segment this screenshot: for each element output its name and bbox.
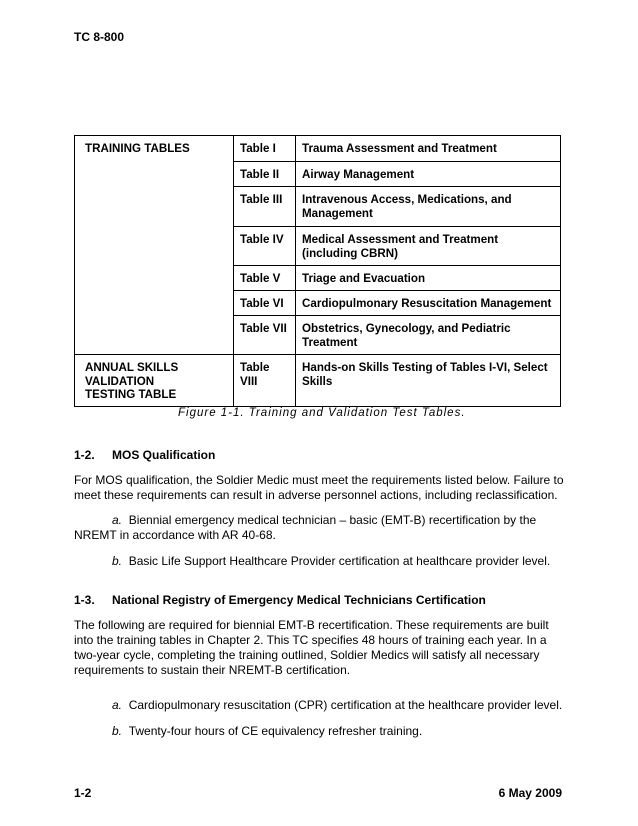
table-title-cell: Airway Management — [296, 162, 561, 187]
group-cell: TRAINING TABLES — [75, 136, 234, 162]
table-title-cell: Obstetrics, Gynecology, and Pediatric Treatment — [296, 316, 561, 355]
section-1-2-intro: For MOS qualification, the Soldier Medic must meet the requirements listed below. Failure to meet these requirements can result in adverse personnel actions, including reclassification. — [74, 473, 564, 502]
table-number-cell: Table IV — [234, 227, 296, 266]
group-cell — [75, 291, 234, 316]
section-title: MOS Qualification — [112, 448, 216, 462]
item-text: Basic Life Support Healthcare Provider certification at healthcare provider level. — [128, 554, 551, 568]
group-cell: ANNUAL SKILLS VALIDATION TESTING TABLE — [75, 355, 234, 407]
group-cell — [75, 187, 234, 227]
publication-date: 6 May 2009 — [498, 786, 562, 800]
page-number: 1-2 — [74, 786, 92, 800]
table-number-cell: Table V — [234, 266, 296, 291]
item-letter: a. — [112, 698, 123, 712]
group-cell — [75, 266, 234, 291]
section-1-3-intro: The following are required for biennial EMT-B recertification. These requirements are built into the training tables in Chapter 2. This TC specifies 48 hours of training each year. In a two-year cycle, completing the training outlined, Soldier Medics will satisfy all necessary requirements to sustain their NREMT-B certification. — [74, 618, 549, 677]
table-row — [75, 266, 561, 291]
section-number: 1-2. — [74, 448, 95, 462]
table-number-cell: Table III — [234, 187, 296, 227]
item-text: Twenty-four hours of CE equivalency refresher training. — [128, 724, 423, 738]
table-row — [75, 316, 561, 355]
table-row — [75, 355, 561, 407]
section-heading-1-2 — [74, 448, 215, 462]
table-row — [75, 162, 561, 187]
table-title-cell: Hands-on Skills Testing of Tables I-VI, Select Skills — [296, 355, 561, 407]
section-number: 1-3. — [74, 593, 95, 607]
training-tables-table — [74, 135, 561, 407]
section-1-3-item-b — [74, 724, 564, 739]
item-text: Biennial emergency medical technician – basic (EMT-B) recertification by the NREMT in accordance with AR 40-68. — [74, 513, 537, 542]
item-text: Cardiopulmonary resuscitation (CPR) certification at the healthcare provider level. — [128, 698, 563, 712]
table-row — [75, 227, 561, 266]
table-row — [75, 187, 561, 227]
item-letter: b. — [112, 724, 123, 738]
table-number-cell: Table VII — [234, 316, 296, 355]
table-title-cell: Medical Assessment and Treatment (including CBRN) — [296, 227, 561, 266]
table-number-cell: Table II — [234, 162, 296, 187]
figure-caption: Figure 1-1. Training and Validation Test Tables. — [178, 407, 466, 419]
item-letter: a. — [112, 513, 123, 527]
group-cell — [75, 227, 234, 266]
section-1-3-item-a — [74, 698, 564, 713]
section-heading-1-3 — [74, 593, 486, 607]
table-number-cell: Table VIII — [234, 355, 296, 407]
table-title-cell: Triage and Evacuation — [296, 266, 561, 291]
section-1-2-item-b — [74, 554, 564, 569]
item-letter: b. — [112, 554, 123, 568]
table-number-cell: Table VI — [234, 291, 296, 316]
document-id: TC 8-800 — [74, 30, 125, 44]
table-row — [75, 136, 561, 162]
section-title: National Registry of Emergency Medical Technicians Certification — [112, 593, 486, 607]
table-title-cell: Trauma Assessment and Treatment — [296, 136, 561, 162]
group-cell — [75, 316, 234, 355]
table-row — [75, 291, 561, 316]
section-1-2-item-a — [74, 513, 564, 543]
table-title-cell: Cardiopulmonary Resuscitation Management — [296, 291, 561, 316]
table-title-cell: Intravenous Access, Medications, and Management — [296, 187, 561, 227]
table-number-cell: Table I — [234, 136, 296, 162]
group-cell — [75, 162, 234, 187]
